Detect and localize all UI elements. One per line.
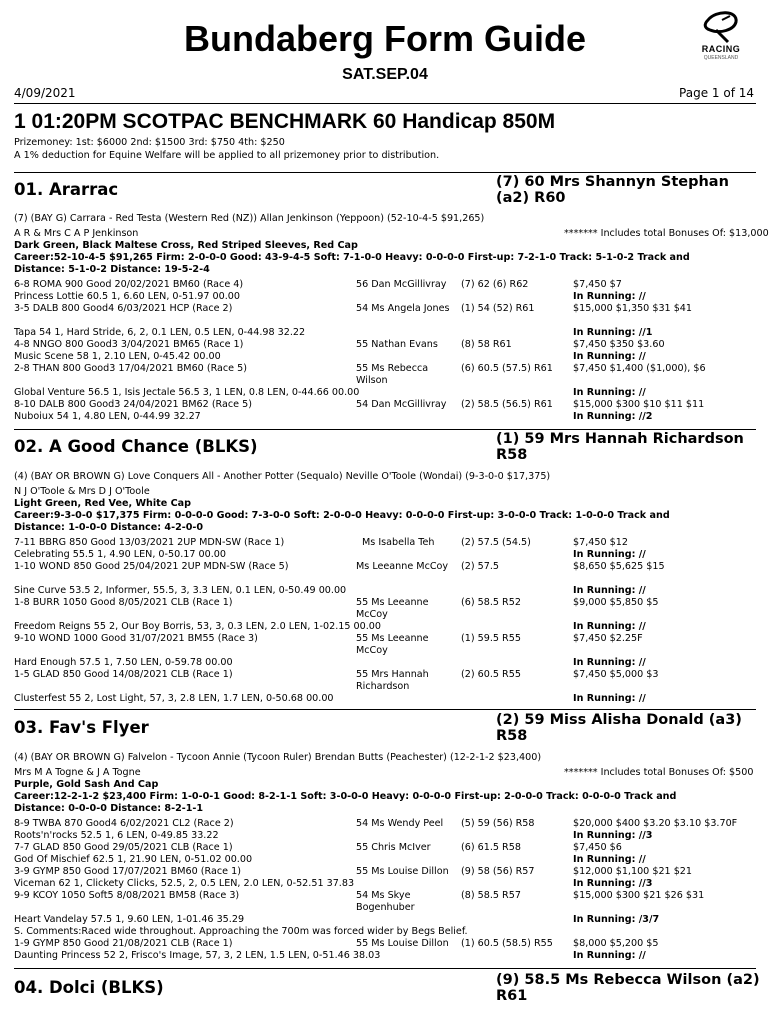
runner-divider — [14, 968, 756, 969]
start-prize: $7,450 $6 — [573, 842, 622, 853]
runner-jockey: (1) 59 Mrs Hannah Richardson R58 — [496, 431, 744, 463]
steward-comment: S. Comments:Raced wide throughout. Approaching the 700m was forced wider by Begs Belief. — [14, 926, 468, 937]
runner-divider — [14, 709, 756, 710]
start-race: 8-10 DALB 800 Good3 24/04/2021 BM62 (Race 5) — [14, 399, 252, 410]
race-title: 1 01:20PM SCOTPAC BENCHMARK 60 Handicap 850M — [14, 110, 556, 133]
welfare-note: A 1% deduction for Equine Welfare will be applied to all prizemoney prior to distribution. — [14, 150, 440, 161]
runner-divider — [14, 172, 756, 173]
start-winner: Clusterfest 55 2, Lost Light, 57, 3, 2.8 LEN, 1.7 LEN, 0-50.68 00.00 — [14, 693, 334, 704]
start-prize: $7,450 $5,000 $3 — [573, 669, 659, 680]
logo-subtext: QUEENSLAND — [703, 55, 739, 61]
start-winner: Viceman 62 1, Clickety Clicks, 52.5, 2, 0.5 LEN, 2.0 LEN, 0-52.51 37.83 — [14, 878, 355, 889]
start-barrier: (8) 58 R61 — [461, 339, 512, 350]
runner-career: Career:52-10-4-5 $91,265 Firm: 2-0-0-0 Good: 43-9-4-5 Soft: 7-1-0-0 Heavy: 0-0-0-0 First-up: 7-2-1-0 Track: 5-1-0-2 Track and Distance: 5-1-0-2 Distance: 19-5-2-4 — [14, 252, 690, 275]
start-rider: 55 Ms Rebecca Wilson — [356, 363, 429, 386]
start-barrier: (8) 58.5 R57 — [461, 890, 521, 901]
start-rider: 56 Dan McGillivray — [356, 279, 447, 290]
start-barrier: (1) 59.5 R55 — [461, 633, 521, 644]
start-running: In Running: // — [573, 387, 646, 398]
start-rider: 55 Ms Leeanne McCoy — [356, 633, 429, 656]
start-winner: Music Scene 58 1, 2.10 LEN, 0-45.42 00.00 — [14, 351, 221, 362]
start-prize: $7,450 $2.25F — [573, 633, 643, 644]
prizemoney: Prizemoney: 1st: $6000 2nd: $1500 3rd: $750 4th: $250 — [14, 137, 285, 148]
start-race: 3-9 GYMP 850 Good 17/07/2021 BM60 (Race 1) — [14, 866, 241, 877]
runner-divider — [14, 429, 756, 430]
start-race: 7-7 GLAD 850 Good 29/05/2021 CLB (Race 1) — [14, 842, 233, 853]
start-rider: 55 Mrs Hannah Richardson — [356, 669, 429, 692]
start-running: In Running: //3 — [573, 878, 653, 889]
start-barrier: (1) 54 (52) R61 — [461, 303, 535, 314]
runner-jockey: (2) 59 Miss Alisha Donald (a3) R58 — [496, 712, 742, 744]
runner-breeding: (4) (BAY OR BROWN G) Love Conquers All - Another Potter (Sequalo) Neville O'Toole (Wondai) (9-3-0-0 $17,375) — [14, 471, 551, 482]
start-winner: Sine Curve 53.5 2, Informer, 55.5, 3, 3.3 LEN, 0.1 LEN, 0-50.49 00.00 — [14, 585, 347, 596]
runner-jockey: (7) 60 Mrs Shannyn Stephan (a2) R60 — [496, 174, 729, 206]
start-prize: $7,450 $12 — [573, 537, 628, 548]
start-race: 4-8 NNGO 800 Good3 3/04/2021 BM65 (Race 1) — [14, 339, 244, 350]
start-running: In Running: //2 — [573, 411, 653, 422]
start-rider: 55 Ms Louise Dillon — [356, 938, 449, 949]
start-winner: Celebrating 55.5 1, 4.90 LEN, 0-50.17 00.00 — [14, 549, 226, 560]
start-winner: Heart Vandelay 57.5 1, 9.60 LEN, 1-01.46 35.29 — [14, 914, 245, 925]
start-prize: $15,000 $300 $10 $11 $11 — [573, 399, 705, 410]
start-barrier: (6) 60.5 (57.5) R61 — [461, 363, 553, 374]
start-winner: Tapa 54 1, Hard Stride, 6, 2, 0.1 LEN, 0.5 LEN, 0-44.98 32.22 — [14, 327, 306, 338]
start-running: In Running: // — [573, 657, 646, 668]
start-prize: $20,000 $400 $3.20 $3.10 $3.70F — [573, 818, 738, 829]
start-winner: Hard Enough 57.5 1, 7.50 LEN, 0-59.78 00.00 — [14, 657, 233, 668]
runner-colours: Purple, Gold Sash And Cap — [14, 779, 159, 790]
start-rider: 54 Dan McGillivray — [356, 399, 447, 410]
start-running: In Running: // — [573, 854, 646, 865]
runner-colours: Light Green, Red Vee, White Cap — [14, 498, 191, 509]
start-prize: $8,650 $5,625 $15 — [573, 561, 665, 572]
start-race: 7-11 BBRG 850 Good 13/03/2021 2UP MDN-SW (Race 1) — [14, 537, 285, 548]
runner-breeding: (4) (BAY OR BROWN G) Falvelon - Tycoon Annie (Tycoon Ruler) Brendan Butts (Peachester) (12-2-1-2 $23,400) — [14, 752, 542, 763]
start-race: 9-10 WOND 1000 Good 31/07/2021 BM55 (Race 3) — [14, 633, 258, 644]
start-barrier: (2) 58.5 (56.5) R61 — [461, 399, 553, 410]
meeting-date-label: SAT.SEP.04 — [342, 66, 428, 83]
runner-owners: N J O'Toole & Mrs D J O'Toole — [14, 486, 150, 497]
start-race: 1-9 GYMP 850 Good 21/08/2021 CLB (Race 1) — [14, 938, 233, 949]
runner-career: Career:9-3-0-0 $17,375 Firm: 0-0-0-0 Good: 7-3-0-0 Soft: 2-0-0-0 Heavy: 0-0-0-0 First-up: 3-0-0-0 Track: 1-0-0-0 Track and Distance: 1-0-0-0 Distance: 4-2-0-0 — [14, 510, 670, 533]
start-prize: $8,000 $5,200 $5 — [573, 938, 659, 949]
runner-career: Career:12-2-1-2 $23,400 Firm: 1-0-0-1 Good: 8-2-1-1 Soft: 3-0-0-0 Heavy: 0-0-0-0 First-up: 2-0-0-0 Track: 0-0-0-0 Track and Distance: 0-0-0-0 Distance: 8-2-1-1 — [14, 791, 677, 814]
page-number: Page 1 of 14 — [679, 86, 754, 100]
start-prize: $7,450 $7 — [573, 279, 622, 290]
start-prize: $7,450 $1,400 ($1,000), $6 — [573, 363, 706, 374]
start-winner: God Of Mischief 62.5 1, 21.90 LEN, 0-51.02 00.00 — [14, 854, 253, 865]
start-running: In Running: /3/7 — [573, 914, 660, 925]
start-winner: Freedom Reigns 55 2, Our Boy Borris, 53, 3, 0.3 LEN, 2.0 LEN, 1-02.15 00.00 — [14, 621, 381, 632]
start-winner: Nuboiux 54 1, 4.80 LEN, 0-44.99 32.27 — [14, 411, 201, 422]
start-barrier: (6) 58.5 R52 — [461, 597, 521, 608]
runner-name: 01. Ararrac — [14, 180, 119, 199]
start-barrier: (2) 60.5 R55 — [461, 669, 521, 680]
start-rider: 55 Ms Leeanne McCoy — [356, 597, 429, 620]
start-rider: 54 Ms Wendy Peel — [356, 818, 444, 829]
runner-colours: Dark Green, Black Maltese Cross, Red Striped Sleeves, Red Cap — [14, 240, 358, 251]
start-running: In Running: // — [573, 549, 646, 560]
start-barrier: (1) 60.5 (58.5) R55 — [461, 938, 553, 949]
start-prize: $12,000 $1,100 $21 $21 — [573, 866, 693, 877]
start-barrier: (2) 57.5 — [461, 561, 500, 572]
start-rider: 55 Nathan Evans — [356, 339, 438, 350]
start-prize: $15,000 $1,350 $31 $41 — [573, 303, 693, 314]
start-rider: 54 Ms Skye Bogenhuber — [356, 890, 415, 913]
runner-bonus: ******* Includes total Bonuses Of: $500 — [564, 767, 754, 778]
start-winner: Daunting Princess 52 2, Frisco's Image, 57, 3, 2 LEN, 1.5 LEN, 0-51.46 38.03 — [14, 950, 381, 961]
logo-text: RACING — [701, 44, 741, 54]
runner-name: 03. Fav's Flyer — [14, 718, 149, 737]
start-race: 1-10 WOND 850 Good 25/04/2021 2UP MDN-SW (Race 5) — [14, 561, 289, 572]
start-winner: Global Venture 56.5 1, Isis Jectale 56.5 3, 1 LEN, 0.8 LEN, 0-44.66 00.00 — [14, 387, 360, 398]
start-race: 1-8 BURR 1050 Good 8/05/2021 CLB (Race 1) — [14, 597, 233, 608]
runner-name: 02. A Good Chance (BLKS) — [14, 437, 258, 456]
start-race: 6-8 ROMA 900 Good 20/02/2021 BM60 (Race 4) — [14, 279, 244, 290]
start-running: In Running: // — [573, 291, 646, 302]
start-running: In Running: //1 — [573, 327, 653, 338]
start-race: 9-9 KCOY 1050 Soft5 8/08/2021 BM58 (Race 3) — [14, 890, 240, 901]
page-title: Bundaberg Form Guide — [183, 18, 586, 59]
start-barrier: (7) 62 (6) R62 — [461, 279, 529, 290]
start-rider: 55 Ms Louise Dillon — [356, 866, 449, 877]
start-running: In Running: // — [573, 351, 646, 362]
start-race: 1-5 GLAD 850 Good 14/08/2021 CLB (Race 1) — [14, 669, 233, 680]
start-rider: 54 Ms Angela Jones — [356, 303, 450, 314]
start-prize: $9,000 $5,850 $5 — [573, 597, 659, 608]
runner-jockey: (9) 58.5 Ms Rebecca Wilson (a2) R61 — [496, 972, 760, 1004]
runner-owners: Mrs M A Togne & J A Togne — [14, 767, 141, 778]
start-race: 8-9 TWBA 870 Good4 6/02/2021 CL2 (Race 2) — [14, 818, 234, 829]
runner-name: 04. Dolci (BLKS) — [14, 978, 164, 997]
start-rider: 55 Chris McIver — [356, 842, 431, 853]
runner-breeding: (7) (BAY G) Carrara - Red Testa (Western Red (NZ)) Allan Jenkinson (Yeppoon) (52-10-4-5 $91,265) — [14, 213, 485, 224]
header-divider — [14, 103, 756, 104]
start-rider: Ms Leeanne McCoy — [356, 561, 449, 572]
start-rider: Ms Isabella Teh — [362, 537, 435, 548]
start-running: In Running: // — [573, 585, 646, 596]
start-race: 2-8 THAN 800 Good3 17/04/2021 BM60 (Race 5) — [14, 363, 247, 374]
start-running: In Running: // — [573, 950, 646, 961]
start-barrier: (6) 61.5 R58 — [461, 842, 521, 853]
print-date: 4/09/2021 — [14, 86, 76, 100]
start-barrier: (2) 57.5 (54.5) — [461, 537, 531, 548]
start-prize: $15,000 $300 $21 $26 $31 — [573, 890, 705, 901]
start-barrier: (9) 58 (56) R57 — [461, 866, 535, 877]
start-prize: $7,450 $350 $3.60 — [573, 339, 665, 350]
runner-bonus: ******* Includes total Bonuses Of: $13,000 — [564, 228, 769, 239]
start-winner: Roots'n'rocks 52.5 1, 6 LEN, 0-49.85 33.22 — [14, 830, 219, 841]
start-barrier: (5) 59 (56) R58 — [461, 818, 535, 829]
start-running: In Running: // — [573, 621, 646, 632]
start-winner: Princess Lottie 60.5 1, 6.60 LEN, 0-51.97 00.00 — [14, 291, 240, 302]
runner-owners: A R & Mrs C A P Jenkinson — [14, 228, 139, 239]
start-running: In Running: //3 — [573, 830, 653, 841]
start-running: In Running: // — [573, 693, 646, 704]
start-race: 3-5 DALB 800 Good4 6/03/2021 HCP (Race 2) — [14, 303, 233, 314]
